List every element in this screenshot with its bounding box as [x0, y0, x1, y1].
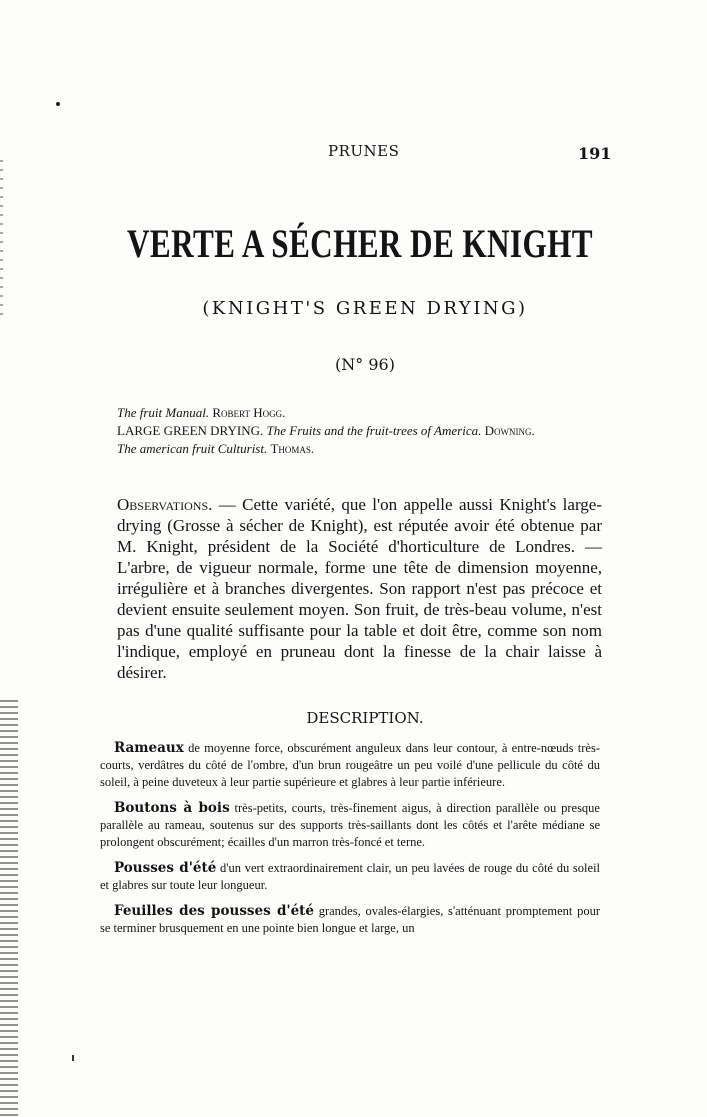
- description-list: [100, 740, 600, 946]
- reference-work: The Fruits and the fruit-trees of America.: [266, 423, 482, 438]
- page-subtitle: (KNIGHT'S GREEN DRYING): [202, 298, 528, 319]
- ink-speck: [56, 102, 60, 106]
- description-item-feuilles: [100, 903, 600, 937]
- description-item-boutons: [100, 800, 600, 851]
- observations-paragraph: [117, 494, 602, 683]
- page-title: VERTE A SÉCHER DE KNIGHT: [126, 221, 593, 266]
- description-text: d'un vert extraordinairement clair, un peu lavées de rouge du côté du soleil et glabres sur toute leur longueur.: [100, 861, 601, 892]
- observations-text: — Cette variété, que l'on appelle aussi Knight's large-drying (Grosse à sécher de Knight), est réputée avoir été obtenue par M. Knight, président de la Société d'horticulture de Londres. — L'arbre, de vigueur normale, forme une tête de dimension moyenne, irrégulière et à branches divergentes. Son rapport n'est pas précoce et devient ensuite seulement moyen. Son fruit, de très-beau volume, n'est pas d'une qualité suffisante pour la table et doit être, comme son nom l'indique, employé en pruneau dont la finesse de la chair laisse à désirer.: [117, 495, 602, 682]
- description-text: très-petits, courts, très-finement aigus, à direction parallèle ou presque parallèle au rameau, soutenus sur des supports très-saillants dont les côtés et l'arête médiane se prolongent obscurément; écailles d'un marron très-foncé et terne.: [100, 801, 600, 849]
- description-heading: DESCRIPTION.: [306, 709, 424, 727]
- description-term: Pousses d'été: [114, 860, 217, 876]
- reference-2: [117, 422, 607, 440]
- reference-prefix: LARGE GREEN DRYING.: [117, 423, 264, 438]
- references: [117, 404, 607, 458]
- reference-1: [117, 404, 607, 422]
- description-term: Feuilles des pousses d'été: [114, 903, 314, 919]
- reference-work: The fruit Manual.: [117, 405, 210, 420]
- ink-tick: [72, 1055, 74, 1061]
- description-term: Boutons à bois: [114, 800, 230, 816]
- observations-lead: Observations.: [117, 495, 213, 514]
- page-number: 191: [578, 144, 612, 163]
- reference-author: Thomas.: [270, 441, 315, 456]
- reference-author: Robert Hogg.: [212, 405, 286, 420]
- running-title: PRUNES: [328, 142, 400, 160]
- reference-3: [117, 440, 607, 458]
- reference-author: Downing.: [484, 423, 535, 438]
- description-text: grandes, ovales-élargies, s'atténuant promptement pour se terminer brusquement en une pointe bien longue et large, un: [100, 904, 600, 935]
- reference-work: The american fruit Culturist.: [117, 441, 268, 456]
- description-term: Rameaux: [114, 740, 184, 756]
- description-item-pousses: [100, 860, 600, 894]
- scan-edge-marks-top: [0, 160, 3, 320]
- variety-number: (N° 96): [335, 355, 395, 374]
- description-text: de moyenne force, obscurément anguleux dans leur contour, à entre-nœuds très-courts, verdâtres du côté de l'ombre, d'un brun rougeâtre un peu voilé d'une pellicule du côté du soleil, à peine duveteux à leur partie supérieure et glabres à leur partie inférieure.: [100, 741, 600, 789]
- scan-edge-shadow: [0, 700, 18, 1117]
- description-item-rameaux: [100, 740, 600, 791]
